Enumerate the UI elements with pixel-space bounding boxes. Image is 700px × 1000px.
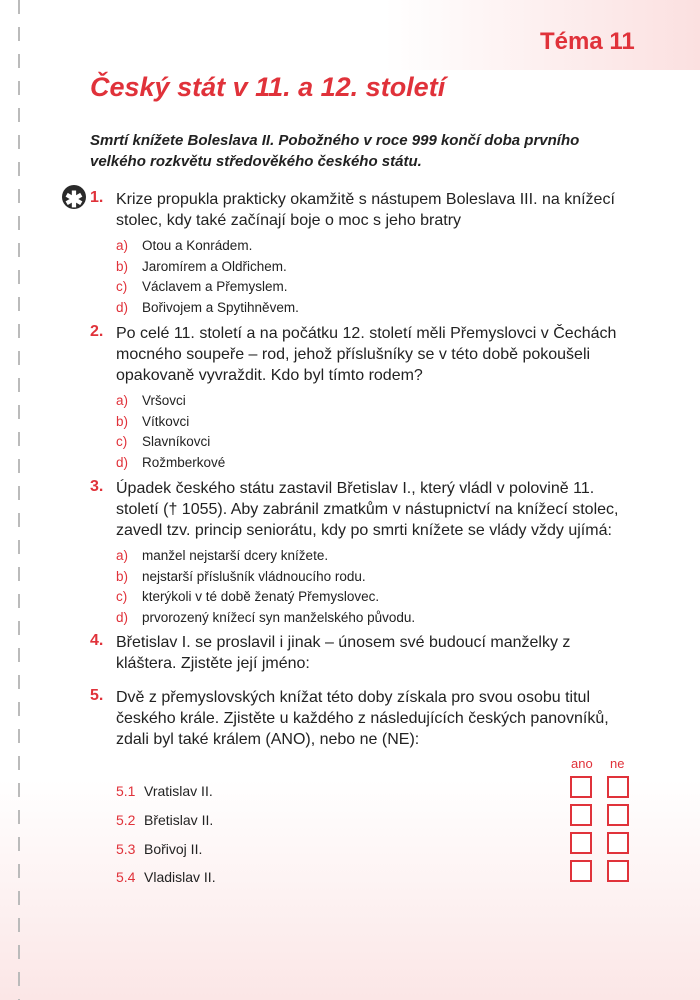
question-number: 1.: [90, 189, 104, 206]
checkbox-5-2-ne[interactable]: [607, 804, 629, 826]
column-header-yes: ano: [571, 756, 593, 771]
subitem-5-3: [116, 841, 202, 857]
subitem-name: Vratislav II.: [144, 783, 213, 799]
option-text: Vítkovci: [142, 413, 190, 429]
option-letter: b): [116, 258, 129, 274]
subitem-5-1: [116, 783, 213, 799]
question-text: Po celé 11. století a na počátku 12. století měli Přemyslovci v Čechách mocného soupeře – rod, jehož příslušníky se v této době pokoušeli opakovaně vyvraždit. Kdo byl tímto rodem?: [116, 325, 617, 384]
intro-paragraph: Smrtí knížete Boleslava II. Pobožného v roce 999 končí doba prvního velkého rozkvětu středověkého českého státu.: [90, 132, 580, 170]
question-text: Břetislav I. se proslavil i jinak – únosem své budoucí manželky z kláštera. Zjistěte její jméno:: [116, 634, 571, 672]
question-number: 2.: [90, 323, 104, 340]
subitem-name: Vladislav II.: [144, 869, 216, 885]
option-text: manžel nejstarší dcery knížete.: [142, 548, 329, 563]
option-d[interactable]: [116, 453, 630, 474]
checkbox-5-4-ano[interactable]: [570, 860, 592, 882]
subitem-5-4: [116, 869, 216, 885]
option-a[interactable]: [116, 391, 630, 412]
option-letter: d): [116, 609, 129, 625]
option-c[interactable]: [116, 587, 630, 608]
checkbox-5-4-ne[interactable]: [607, 860, 629, 882]
subitem-name: Bořivoj II.: [144, 841, 203, 857]
subitem-number: 5.2: [116, 812, 136, 828]
checkbox-5-1-ne[interactable]: [607, 776, 629, 798]
subitem-number: 5.3: [116, 841, 136, 857]
question-5: [90, 687, 630, 750]
question-1: [90, 189, 630, 318]
option-text: kterýkoli v té době ženatý Přemyslovec.: [142, 589, 380, 604]
option-text: Jaromírem a Oldřichem.: [142, 258, 287, 274]
question-text: Krize propukla prakticky okamžitě s nástupem Boleslava III. na knížecí stolec, kdy také začínají boje o moc s jeho bratry: [116, 191, 615, 229]
option-a[interactable]: [116, 546, 630, 567]
checkbox-5-3-ano[interactable]: [570, 832, 592, 854]
option-c[interactable]: [116, 432, 630, 453]
asterisk-icon: ✱: [62, 185, 86, 209]
option-d[interactable]: [116, 608, 630, 629]
option-text: Vršovci: [142, 393, 186, 408]
question-4: [90, 632, 630, 674]
option-letter: c): [116, 589, 128, 604]
question-number: 5.: [90, 687, 104, 704]
option-text: Otou a Konrádem.: [142, 238, 253, 253]
option-text: Václavem a Přemyslem.: [142, 279, 288, 294]
option-b[interactable]: [116, 567, 630, 588]
option-c[interactable]: [116, 277, 630, 298]
option-b[interactable]: [116, 257, 630, 278]
option-a[interactable]: [116, 236, 630, 257]
subitem-name: Břetislav II.: [144, 812, 214, 828]
answer-options: [116, 546, 630, 628]
option-text: prvorozený knížecí syn manželského původu.: [142, 609, 416, 625]
question-text: Úpadek českého státu zastavil Břetislav I., který vládl v polovině 11. století († 1055). Aby zabránil zmatkům v nástupnictví na knížecí stolec, zavedl tzv. princip seniorátu, kdy po smrti knížete se vlády vždy ujímá:: [116, 480, 619, 539]
subitem-5-2: [116, 812, 213, 828]
subitem-number: 5.4: [116, 869, 136, 885]
answer-options: [116, 391, 630, 473]
option-b[interactable]: [116, 412, 630, 433]
question-2: [90, 323, 630, 473]
option-letter: d): [116, 454, 129, 470]
binding-margin-ticks: [18, 0, 20, 1000]
option-letter: c): [116, 434, 128, 449]
topic-label: Téma 11: [540, 28, 635, 55]
checkbox-5-3-ne[interactable]: [607, 832, 629, 854]
question-3: [90, 478, 630, 628]
question-text: Dvě z přemyslovských knížat této doby získala pro svou osobu titul českého krále. Zjistěte u každého z následujících českých panovníků, zdali byl také králem (ANO), nebo ne (NE):: [116, 689, 609, 748]
checkbox-5-1-ano[interactable]: [570, 776, 592, 798]
option-letter: a): [116, 393, 129, 408]
option-text: nejstarší příslušník vládnoucího rodu.: [142, 568, 366, 584]
option-text: Rožmberkové: [142, 454, 226, 470]
option-letter: c): [116, 279, 128, 294]
question-number: 4.: [90, 632, 104, 649]
option-text: Bořivojem a Spytihněvem.: [142, 299, 299, 315]
answer-options: [116, 236, 630, 318]
option-letter: b): [116, 568, 129, 584]
option-letter: b): [116, 413, 129, 429]
question-number: 3.: [90, 478, 104, 495]
option-letter: a): [116, 548, 129, 563]
option-letter: d): [116, 299, 129, 315]
column-header-no: ne: [610, 756, 625, 771]
checkbox-5-2-ano[interactable]: [570, 804, 592, 826]
page-title: Český stát v 11. a 12. století: [90, 72, 446, 102]
option-letter: a): [116, 238, 129, 253]
option-d[interactable]: [116, 298, 630, 319]
subitem-number: 5.1: [116, 783, 136, 799]
option-text: Slavníkovci: [142, 434, 211, 449]
